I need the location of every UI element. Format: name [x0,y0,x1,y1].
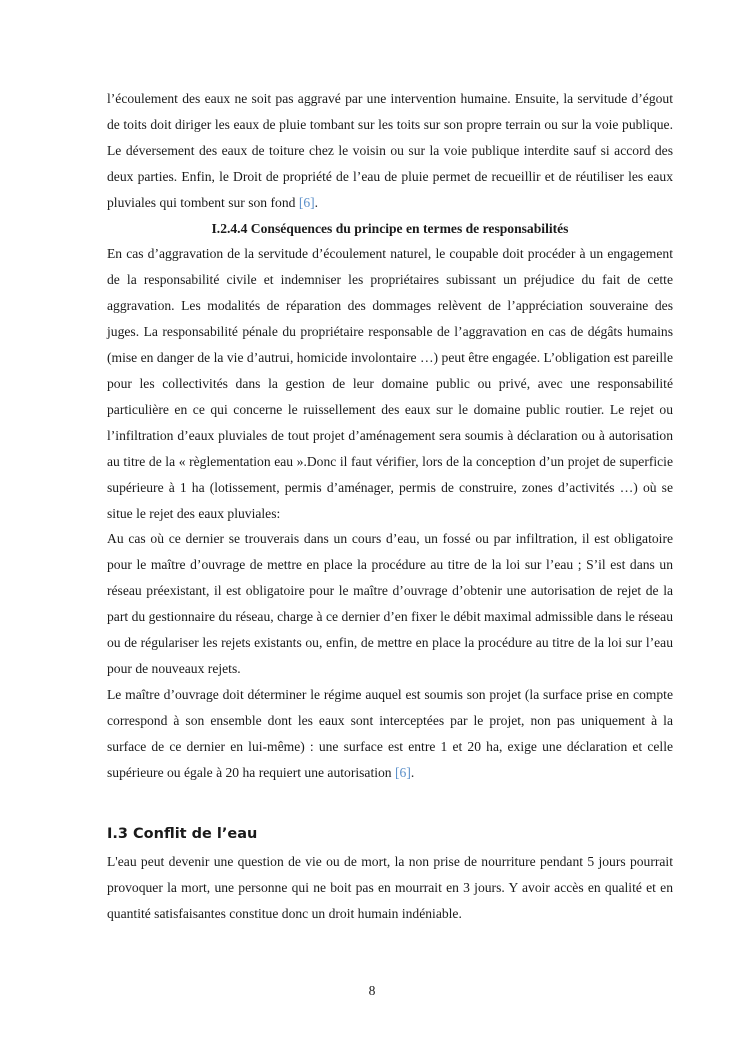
citation-link[interactable]: [6] [298,194,315,210]
section-text-block [107,849,673,927]
paragraph-discharge: Au cas où ce dernier se trouverais dans un cours d’eau, un fossé ou par infiltration, il est obligatoire pour le maître d’ouvrage de mettre en place la procédure au titre de la loi sur l’eau ; S’il est dans un réseau préexistant, il est obligatoire pour le maître d’ouvrage d’obtenir une autorisation de rejet de la part du gestionnaire du réseau, charge à ce dernier d’en fixer le débit maximal admissible dans le réseau ou de régulariser les rejets existants ou, enfin, de mettre en place la procédure au titre de la loi sur l’eau pour de nouveaux rejets. [107,531,673,676]
subsection-heading: I.2.4.4 Conséquences du principe en termes de responsabilités [211,220,569,236]
section-heading: I.3 Conflit de l’eau [107,826,258,842]
citation-link[interactable]: [6] [395,764,411,780]
paragraph-regime-end: . [410,764,415,780]
paragraph-intro-end: . [314,194,319,210]
paragraph-intro [107,86,673,216]
paragraph-regime-text: Le maître d’ouvrage doit déterminer le régime auquel est soumis son projet (la surface prise en compte correspond à son ensemble dont les eaux sont interceptées par le projet, non pas uniquement à la surface de ce dernier en lui-même) : une surface est entre 1 et 20 ha, exige une déclaration et celle supérieure ou égale à 20 ha requiert une autorisation [107,686,673,780]
paragraph-regime [107,682,673,786]
main-text-block [107,86,673,785]
paragraph-intro-text: l’écoulement des eaux ne soit pas aggravé par une intervention humaine. Ensuite, la servitude d’égout de toits doit diriger les eaux de pluie tombant sur les toits sur son propre terrain ou sur la voie publique. Le déversement des eaux de toiture chez le voisin ou sur la voie publique interdite sauf si accord des deux parties. Enfin, le Droit de propriété de l’eau de pluie permet de recueillir et de réutiliser les eaux pluviales qui tombent sur son fond [107,91,673,210]
paragraph-responsibility: En cas d’aggravation de la servitude d’écoulement naturel, le coupable doit procéder à un engagement de la responsabilité civile et indemniser les propriétaires subissant un préjudice du fait de cette aggravation. Les modalités de réparation des dommages relèvent de l’appréciation souveraine des juges. La responsabilité pénale du propriétaire responsable de l’aggravation en cas de dégâts humains (mise en danger de la vie d’autrui, homicide involontaire …) peut être engagée. L’obligation est pareille pour les collectivités dans la gestion de leur domaine public ou privé, avec une responsabilité particulière en ce qui concerne le ruissellement des eaux sur le domaine public routier. Le rejet ou l’infiltration d’eaux pluviales de tout projet d’aménagement sera soumis à déclaration ou à autorisation au titre de la « règlementation eau ».Donc il faut vérifier, lors de la conception d’un projet de superficie supérieure à 1 ha (lotissement, permis d’aménager, permis de construire, zones d’activités …) où se situe le rejet des eaux pluviales: [107,246,673,521]
paragraph-water-conflict: L'eau peut devenir une question de vie ou de mort, la non prise de nourriture pendant 5 jours pourrait provoquer la mort, une personne qui ne boit pas en mourrait en 3 jours. Y avoir accès en qualité et en quantité satisfaisantes constitue donc un droit humain indéniable. [107,854,673,921]
page-number: 8 [368,983,376,998]
